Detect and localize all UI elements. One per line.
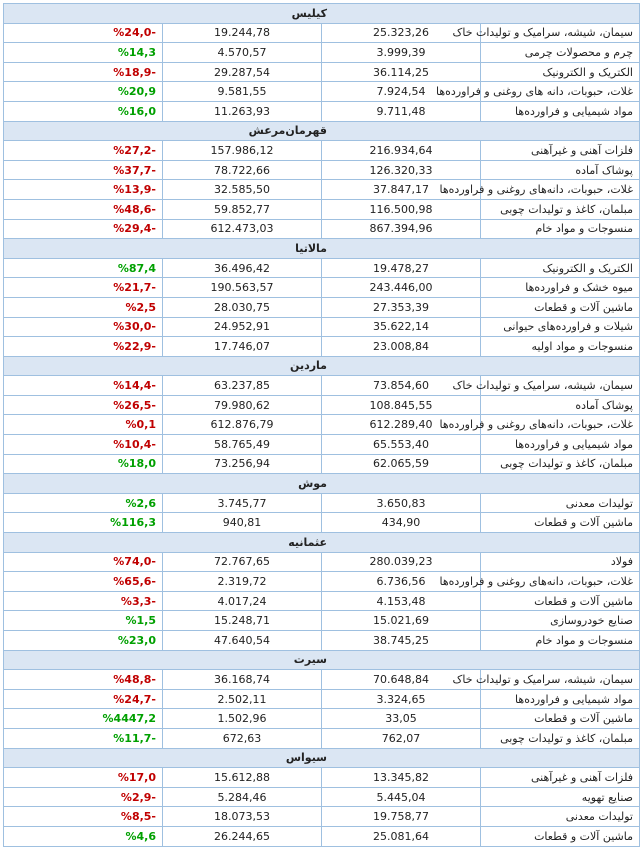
table-row — [4, 199, 640, 219]
value-2-cell: 4.017,24 — [163, 591, 322, 611]
change-percent-cell: %24,0- — [4, 23, 163, 43]
value-1-cell: 36.114,25 — [322, 62, 481, 82]
value-1-cell: 65.553,40 — [322, 435, 481, 455]
value-2-cell: 78.722,66 — [163, 160, 322, 180]
table-row — [4, 768, 640, 788]
value-2-cell: 612.473,03 — [163, 219, 322, 239]
change-percent-cell: %27,2- — [4, 141, 163, 161]
sector-name-cell: ماشین آلات و قطعات — [481, 513, 640, 533]
sector-name-cell: شیلات و فراورده‌های حیوانی — [481, 317, 640, 337]
table-row — [4, 141, 640, 161]
value-2-cell: 28.030,75 — [163, 297, 322, 317]
value-2-cell: 190.563,57 — [163, 278, 322, 298]
province-header-row — [4, 474, 640, 494]
change-percent-cell: %23,0 — [4, 631, 163, 651]
value-2-cell: 29.287,54 — [163, 62, 322, 82]
province-header-row — [4, 239, 640, 259]
table-row — [4, 728, 640, 748]
value-1-cell: 434,90 — [322, 513, 481, 533]
sector-name-cell: ماشین آلات و قطعات — [481, 591, 640, 611]
value-1-cell: 108.845,55 — [322, 395, 481, 415]
table-row — [4, 709, 640, 729]
change-percent-cell: %2,5 — [4, 297, 163, 317]
table-row — [4, 591, 640, 611]
value-2-cell: 73.256,94 — [163, 454, 322, 474]
province-title: موش — [4, 474, 640, 494]
value-2-cell: 157.986,12 — [163, 141, 322, 161]
province-header-row — [4, 650, 640, 670]
table-row — [4, 787, 640, 807]
table-row — [4, 317, 640, 337]
province-title: ماردین — [4, 356, 640, 376]
sector-name-cell: مواد شیمیایی و فراورده‌ها — [481, 435, 640, 455]
sector-name-cell: غلات، حبوبات، دانه‌های روغنی و فراورده‌ها — [481, 572, 640, 592]
change-percent-cell: %18,0 — [4, 454, 163, 474]
table-row — [4, 43, 640, 63]
sector-name-cell: منسوجات و مواد اولیه — [481, 337, 640, 357]
change-percent-cell: %14,3 — [4, 43, 163, 63]
value-2-cell: 32.585,50 — [163, 180, 322, 200]
change-percent-cell: %74,0- — [4, 552, 163, 572]
sector-name-cell: ماشین آلات و قطعات — [481, 826, 640, 846]
export-table — [3, 3, 640, 847]
province-title: مالاتیا — [4, 239, 640, 259]
change-percent-cell: %24,7- — [4, 689, 163, 709]
table-row — [4, 572, 640, 592]
value-2-cell: 672,63 — [163, 728, 322, 748]
value-2-cell: 15.248,71 — [163, 611, 322, 631]
value-1-cell: 23.008,84 — [322, 337, 481, 357]
value-2-cell: 47.640,54 — [163, 631, 322, 651]
value-1-cell: 280.039,23 — [322, 552, 481, 572]
value-1-cell: 38.745,25 — [322, 631, 481, 651]
table-row — [4, 101, 640, 121]
sector-name-cell: ماشین آلات و قطعات — [481, 297, 640, 317]
province-title: کیلیس — [4, 4, 640, 24]
value-2-cell: 1.502,96 — [163, 709, 322, 729]
table-row — [4, 278, 640, 298]
change-percent-cell: %10,4- — [4, 435, 163, 455]
change-percent-cell: %116,3 — [4, 513, 163, 533]
value-1-cell: 25.323,26 — [322, 23, 481, 43]
province-header-row — [4, 121, 640, 141]
table-row — [4, 219, 640, 239]
table-row — [4, 415, 640, 435]
value-1-cell: 762,07 — [322, 728, 481, 748]
sector-name-cell: غلات، حبوبات، دانه‌های روغنی و فراورده‌ها — [481, 415, 640, 435]
value-2-cell: 26.244,65 — [163, 826, 322, 846]
value-1-cell: 70.648,84 — [322, 670, 481, 690]
table-row — [4, 631, 640, 651]
table-row — [4, 689, 640, 709]
change-percent-cell: %16,0 — [4, 101, 163, 121]
table-row — [4, 160, 640, 180]
value-2-cell: 5.284,46 — [163, 787, 322, 807]
sector-name-cell: مبلمان، کاغذ و تولیدات چوبی — [481, 728, 640, 748]
change-percent-cell: %2,9- — [4, 787, 163, 807]
sector-name-cell: منسوجات و مواد خام — [481, 219, 640, 239]
value-1-cell: 612.289,40 — [322, 415, 481, 435]
table-row — [4, 513, 640, 533]
change-percent-cell: %4,6 — [4, 826, 163, 846]
change-percent-cell: %26,5- — [4, 395, 163, 415]
value-1-cell: 25.081,64 — [322, 826, 481, 846]
table-row — [4, 258, 640, 278]
table-row — [4, 826, 640, 846]
change-percent-cell: %13,9- — [4, 180, 163, 200]
sector-name-cell: سیمان، شیشه، سرامیک و تولیدات خاک — [481, 376, 640, 396]
change-percent-cell: %1,5 — [4, 611, 163, 631]
table-row — [4, 493, 640, 513]
change-percent-cell: %18,9- — [4, 62, 163, 82]
change-percent-cell: %65,6- — [4, 572, 163, 592]
sector-name-cell: فولاد — [481, 552, 640, 572]
table-row — [4, 395, 640, 415]
value-1-cell: 19.478,27 — [322, 258, 481, 278]
value-1-cell: 37.847,17 — [322, 180, 481, 200]
province-title: سیواس — [4, 748, 640, 768]
value-1-cell: 126.320,33 — [322, 160, 481, 180]
value-1-cell: 13.345,82 — [322, 768, 481, 788]
province-header-row — [4, 748, 640, 768]
sector-name-cell: الکتریک و الکترونیک — [481, 258, 640, 278]
sector-name-cell: فلزات آهنی و غیرآهنی — [481, 141, 640, 161]
sector-name-cell: تولیدات معدنی — [481, 807, 640, 827]
export-table-body — [4, 4, 640, 847]
table-row — [4, 611, 640, 631]
value-1-cell: 5.445,04 — [322, 787, 481, 807]
sector-name-cell: پوشاک آماده — [481, 395, 640, 415]
value-2-cell: 15.612,88 — [163, 768, 322, 788]
value-1-cell: 216.934,64 — [322, 141, 481, 161]
value-1-cell: 867.394,96 — [322, 219, 481, 239]
table-row — [4, 807, 640, 827]
value-2-cell: 59.852,77 — [163, 199, 322, 219]
value-1-cell: 4.153,48 — [322, 591, 481, 611]
value-2-cell: 58.765,49 — [163, 435, 322, 455]
table-row — [4, 82, 640, 102]
export-table-container — [3, 3, 640, 847]
value-1-cell: 27.353,39 — [322, 297, 481, 317]
table-row — [4, 376, 640, 396]
province-header-row — [4, 4, 640, 24]
change-percent-cell: %30,0- — [4, 317, 163, 337]
change-percent-cell: %48,8- — [4, 670, 163, 690]
change-percent-cell: %2,6 — [4, 493, 163, 513]
value-2-cell: 63.237,85 — [163, 376, 322, 396]
sector-name-cell: مواد شیمیایی و فراورده‌ها — [481, 689, 640, 709]
table-row — [4, 670, 640, 690]
sector-name-cell: چرم و محصولات چرمی — [481, 43, 640, 63]
sector-name-cell: غلات، حبوبات، دانه‌های روغنی و فراورده‌ها — [481, 180, 640, 200]
value-2-cell: 2.319,72 — [163, 572, 322, 592]
change-percent-cell: %3,3- — [4, 591, 163, 611]
province-header-row — [4, 356, 640, 376]
sector-name-cell: صنایع تهویه — [481, 787, 640, 807]
value-1-cell: 3.324,65 — [322, 689, 481, 709]
change-percent-cell: %14,4- — [4, 376, 163, 396]
sector-name-cell: تولیدات معدنی — [481, 493, 640, 513]
value-2-cell: 4.570,57 — [163, 43, 322, 63]
value-1-cell: 243.446,00 — [322, 278, 481, 298]
value-2-cell: 17.746,07 — [163, 337, 322, 357]
province-title: قهرمان‌مرعش — [4, 121, 640, 141]
sector-name-cell: ماشین آلات و قطعات — [481, 709, 640, 729]
table-row — [4, 337, 640, 357]
change-percent-cell: %11,7- — [4, 728, 163, 748]
table-row — [4, 454, 640, 474]
province-title: سیرت — [4, 650, 640, 670]
value-2-cell: 940,81 — [163, 513, 322, 533]
value-1-cell: 62.065,59 — [322, 454, 481, 474]
province-title: عثمانیه — [4, 533, 640, 553]
value-2-cell: 19.244,78 — [163, 23, 322, 43]
change-percent-cell: %8,5- — [4, 807, 163, 827]
value-1-cell: 35.622,14 — [322, 317, 481, 337]
value-1-cell: 3.999,39 — [322, 43, 481, 63]
value-1-cell: 7.924,54 — [322, 82, 481, 102]
value-2-cell: 36.496,42 — [163, 258, 322, 278]
value-1-cell: 15.021,69 — [322, 611, 481, 631]
change-percent-cell: %4447,2 — [4, 709, 163, 729]
value-1-cell: 9.711,48 — [322, 101, 481, 121]
value-2-cell: 612.876,79 — [163, 415, 322, 435]
value-1-cell: 33,05 — [322, 709, 481, 729]
value-2-cell: 2.502,11 — [163, 689, 322, 709]
table-row — [4, 23, 640, 43]
value-1-cell: 116.500,98 — [322, 199, 481, 219]
value-1-cell: 3.650,83 — [322, 493, 481, 513]
change-percent-cell: %20,9 — [4, 82, 163, 102]
value-2-cell: 11.263,93 — [163, 101, 322, 121]
value-2-cell: 36.168,74 — [163, 670, 322, 690]
table-row — [4, 180, 640, 200]
change-percent-cell: %29,4- — [4, 219, 163, 239]
value-2-cell: 3.745,77 — [163, 493, 322, 513]
sector-name-cell: سیمان، شیشه، سرامیک و تولیدات خاک — [481, 23, 640, 43]
value-2-cell: 72.767,65 — [163, 552, 322, 572]
change-percent-cell: %22,9- — [4, 337, 163, 357]
sector-name-cell: پوشاک آماده — [481, 160, 640, 180]
value-2-cell: 79.980,62 — [163, 395, 322, 415]
sector-name-cell: الکتریک و الکترونیک — [481, 62, 640, 82]
change-percent-cell: %0,1 — [4, 415, 163, 435]
sector-name-cell: غلات، حبوبات، دانه های روغنی و فراورده‌ها — [481, 82, 640, 102]
value-1-cell: 19.758,77 — [322, 807, 481, 827]
sector-name-cell: مبلمان، کاغذ و تولیدات چوبی — [481, 199, 640, 219]
sector-name-cell: منسوجات و مواد خام — [481, 631, 640, 651]
value-2-cell: 9.581,55 — [163, 82, 322, 102]
table-row — [4, 435, 640, 455]
table-row — [4, 552, 640, 572]
change-percent-cell: %17,0 — [4, 768, 163, 788]
change-percent-cell: %48,6- — [4, 199, 163, 219]
value-1-cell: 6.736,56 — [322, 572, 481, 592]
sector-name-cell: صنایع خودروسازی — [481, 611, 640, 631]
sector-name-cell: میوه خشک و فراورده‌ها — [481, 278, 640, 298]
table-row — [4, 62, 640, 82]
sector-name-cell: مبلمان، کاغذ و تولیدات چوبی — [481, 454, 640, 474]
change-percent-cell: %37,7- — [4, 160, 163, 180]
value-2-cell: 24.952,91 — [163, 317, 322, 337]
value-2-cell: 18.073,53 — [163, 807, 322, 827]
sector-name-cell: مواد شیمیایی و فراورده‌ها — [481, 101, 640, 121]
sector-name-cell: فلزات آهنی و غیرآهنی — [481, 768, 640, 788]
change-percent-cell: %87,4 — [4, 258, 163, 278]
sector-name-cell: سیمان، شیشه، سرامیک و تولیدات خاک — [481, 670, 640, 690]
value-1-cell: 73.854,60 — [322, 376, 481, 396]
table-row — [4, 297, 640, 317]
change-percent-cell: %21,7- — [4, 278, 163, 298]
province-header-row — [4, 533, 640, 553]
